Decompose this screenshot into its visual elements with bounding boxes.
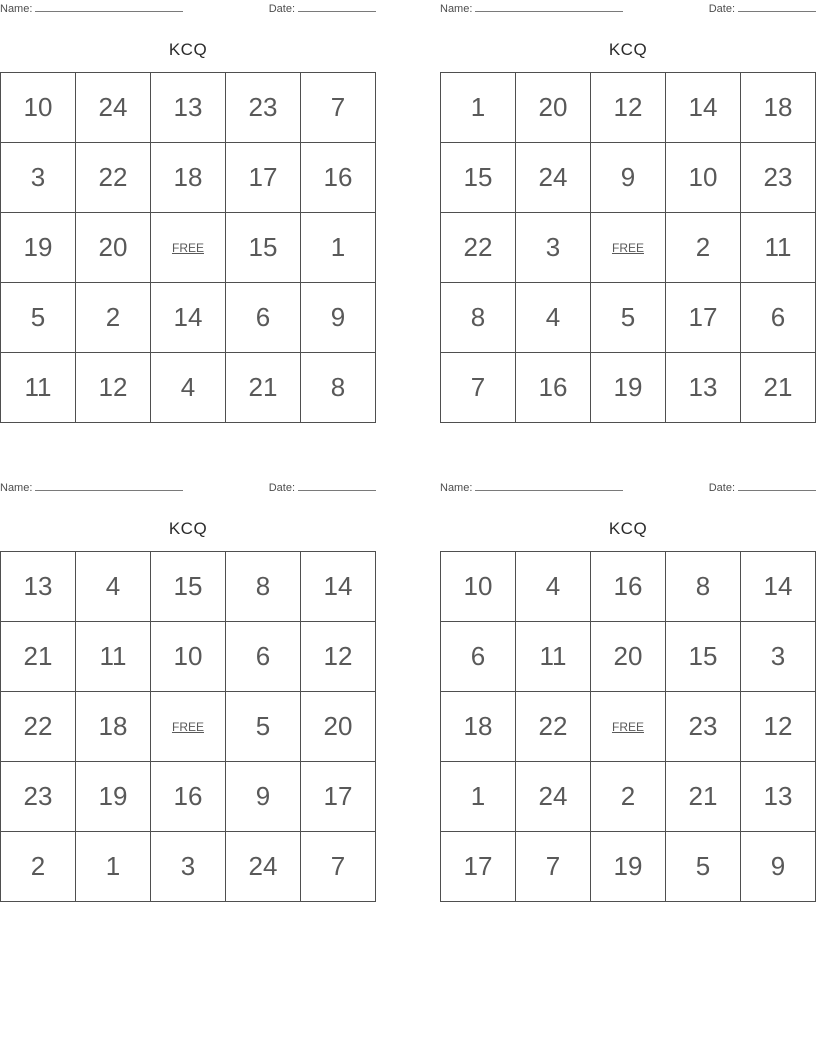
bingo-cell[interactable]: 9: [226, 762, 301, 832]
name-label: Name:: [440, 482, 473, 494]
bingo-cell[interactable]: 11: [516, 622, 591, 692]
bingo-card: [0, 0, 376, 423]
bingo-cell[interactable]: 20: [591, 622, 666, 692]
date-field[interactable]: [709, 479, 816, 494]
bingo-cell[interactable]: 23: [1, 762, 76, 832]
bingo-cell[interactable]: 13: [1, 552, 76, 622]
bingo-cell[interactable]: 15: [226, 213, 301, 283]
card-meta-row: [0, 479, 376, 497]
bingo-cell[interactable]: 6: [226, 622, 301, 692]
bingo-cell[interactable]: 15: [666, 622, 741, 692]
bingo-cell[interactable]: 16: [301, 143, 376, 213]
bingo-cell[interactable]: 9: [301, 283, 376, 353]
name-write-line[interactable]: [475, 0, 623, 12]
name-label: Name:: [0, 482, 33, 494]
card-meta-row: [440, 479, 816, 497]
bingo-cell[interactable]: 6: [226, 283, 301, 353]
bingo-cell[interactable]: 22: [516, 692, 591, 762]
bingo-cell[interactable]: 17: [301, 762, 376, 832]
date-label: Date:: [708, 482, 735, 494]
card-meta-row: [0, 0, 376, 18]
bingo-cell[interactable]: 21: [1, 622, 76, 692]
bingo-cell[interactable]: 18: [741, 73, 816, 143]
bingo-cell[interactable]: 18: [441, 692, 516, 762]
bingo-cell[interactable]: 15: [151, 552, 226, 622]
bingo-cell[interactable]: 12: [741, 692, 816, 762]
bingo-cell[interactable]: 3: [1, 143, 76, 213]
card-title: KCQ: [168, 40, 208, 59]
date-write-line[interactable]: [738, 0, 816, 12]
bingo-cell[interactable]: 1: [76, 832, 151, 902]
bingo-cell[interactable]: 8: [666, 552, 741, 622]
date-label: Date:: [268, 482, 295, 494]
bingo-cell-free[interactable]: FREE: [151, 213, 226, 283]
bingo-cell[interactable]: 8: [226, 552, 301, 622]
bingo-cell[interactable]: 10: [441, 552, 516, 622]
bingo-cell[interactable]: 13: [741, 762, 816, 832]
bingo-cell[interactable]: 19: [591, 353, 666, 423]
bingo-cell[interactable]: 4: [76, 552, 151, 622]
bingo-grid: [440, 551, 816, 902]
bingo-cell[interactable]: 20: [76, 213, 151, 283]
date-field[interactable]: [709, 0, 816, 15]
bingo-cell[interactable]: 10: [151, 622, 226, 692]
bingo-grid: [0, 72, 376, 423]
bingo-cell[interactable]: 13: [666, 353, 741, 423]
bingo-cell[interactable]: 8: [301, 353, 376, 423]
bingo-cell[interactable]: 2: [76, 283, 151, 353]
card-title: KCQ: [608, 40, 648, 59]
bingo-cell[interactable]: 5: [1, 283, 76, 353]
date-label: Date:: [268, 3, 295, 15]
card-meta-row: [440, 0, 816, 18]
bingo-cell[interactable]: 1: [441, 73, 516, 143]
bingo-cell[interactable]: 5: [666, 832, 741, 902]
bingo-cell[interactable]: 23: [226, 73, 301, 143]
date-write-line[interactable]: [298, 0, 376, 12]
name-label: Name:: [440, 3, 473, 15]
bingo-cell[interactable]: 14: [666, 73, 741, 143]
bingo-cell[interactable]: 22: [76, 143, 151, 213]
bingo-cell[interactable]: 10: [1, 73, 76, 143]
name-write-line[interactable]: [35, 0, 183, 12]
bingo-cell[interactable]: 7: [301, 832, 376, 902]
bingo-card: [440, 479, 816, 902]
date-field[interactable]: [269, 0, 376, 15]
bingo-cell[interactable]: 17: [666, 283, 741, 353]
name-write-line[interactable]: [35, 479, 183, 491]
bingo-cell[interactable]: 7: [516, 832, 591, 902]
bingo-cell[interactable]: 16: [516, 353, 591, 423]
bingo-cell[interactable]: 19: [1, 213, 76, 283]
name-write-line[interactable]: [475, 479, 623, 491]
name-field[interactable]: [440, 479, 623, 494]
bingo-cell[interactable]: 5: [591, 283, 666, 353]
name-field[interactable]: [0, 479, 183, 494]
bingo-cell[interactable]: 20: [516, 73, 591, 143]
bingo-grid: [0, 551, 376, 902]
bingo-cell[interactable]: 23: [666, 692, 741, 762]
bingo-cell[interactable]: 16: [151, 762, 226, 832]
bingo-card: [440, 0, 816, 423]
date-write-line[interactable]: [298, 479, 376, 491]
bingo-cell[interactable]: 10: [666, 143, 741, 213]
bingo-cell[interactable]: 20: [301, 692, 376, 762]
bingo-cell[interactable]: 22: [1, 692, 76, 762]
bingo-cell[interactable]: 14: [741, 552, 816, 622]
bingo-cell[interactable]: 4: [151, 353, 226, 423]
bingo-cell[interactable]: 2: [591, 762, 666, 832]
bingo-cell[interactable]: 23: [741, 143, 816, 213]
bingo-cell[interactable]: 21: [666, 762, 741, 832]
bingo-cell[interactable]: 24: [516, 143, 591, 213]
bingo-cell[interactable]: 21: [226, 353, 301, 423]
bingo-cell[interactable]: 1: [301, 213, 376, 283]
bingo-cell-free[interactable]: FREE: [151, 692, 226, 762]
name-field[interactable]: [440, 0, 623, 15]
bingo-cell[interactable]: 4: [516, 283, 591, 353]
bingo-cell[interactable]: 9: [741, 832, 816, 902]
bingo-cell[interactable]: 4: [516, 552, 591, 622]
bingo-cell[interactable]: 3: [516, 213, 591, 283]
bingo-cell[interactable]: 16: [591, 552, 666, 622]
bingo-cell[interactable]: 19: [591, 832, 666, 902]
bingo-cell[interactable]: 14: [301, 552, 376, 622]
bingo-cell[interactable]: 1: [441, 762, 516, 832]
card-title: KCQ: [608, 519, 648, 538]
date-field[interactable]: [269, 479, 376, 494]
date-write-line[interactable]: [738, 479, 816, 491]
bingo-cell[interactable]: 18: [76, 692, 151, 762]
bingo-cell[interactable]: 3: [151, 832, 226, 902]
bingo-cell[interactable]: 14: [151, 283, 226, 353]
bingo-card: [0, 479, 376, 902]
bingo-cell[interactable]: 7: [441, 353, 516, 423]
bingo-cell[interactable]: 7: [301, 73, 376, 143]
date-label: Date:: [708, 3, 735, 15]
name-label: Name:: [0, 3, 33, 15]
bingo-cell-free[interactable]: FREE: [591, 692, 666, 762]
bingo-cell[interactable]: 13: [151, 73, 226, 143]
bingo-cell[interactable]: 11: [76, 622, 151, 692]
bingo-cell[interactable]: 8: [441, 283, 516, 353]
name-field[interactable]: [0, 0, 183, 15]
bingo-cell[interactable]: 12: [591, 73, 666, 143]
bingo-cell[interactable]: 24: [516, 762, 591, 832]
bingo-cell[interactable]: 17: [226, 143, 301, 213]
bingo-cell[interactable]: 6: [441, 622, 516, 692]
bingo-cell[interactable]: 2: [1, 832, 76, 902]
bingo-cell[interactable]: 11: [1, 353, 76, 423]
bingo-cell[interactable]: 15: [441, 143, 516, 213]
bingo-cell[interactable]: 11: [741, 213, 816, 283]
card-title: KCQ: [168, 519, 208, 538]
bingo-cell[interactable]: 18: [151, 143, 226, 213]
bingo-cell[interactable]: 19: [76, 762, 151, 832]
bingo-cell[interactable]: 3: [741, 622, 816, 692]
bingo-cell[interactable]: 12: [76, 353, 151, 423]
bingo-cell[interactable]: 9: [591, 143, 666, 213]
bingo-cell[interactable]: 22: [441, 213, 516, 283]
bingo-cell[interactable]: 17: [441, 832, 516, 902]
bingo-cell[interactable]: 21: [741, 353, 816, 423]
bingo-cell[interactable]: 12: [301, 622, 376, 692]
bingo-cell[interactable]: 24: [76, 73, 151, 143]
bingo-cell[interactable]: 2: [666, 213, 741, 283]
bingo-cell[interactable]: 5: [226, 692, 301, 762]
bingo-cell-free[interactable]: FREE: [591, 213, 666, 283]
bingo-grid: [440, 72, 816, 423]
bingo-cell[interactable]: 6: [741, 283, 816, 353]
bingo-cell[interactable]: 24: [226, 832, 301, 902]
